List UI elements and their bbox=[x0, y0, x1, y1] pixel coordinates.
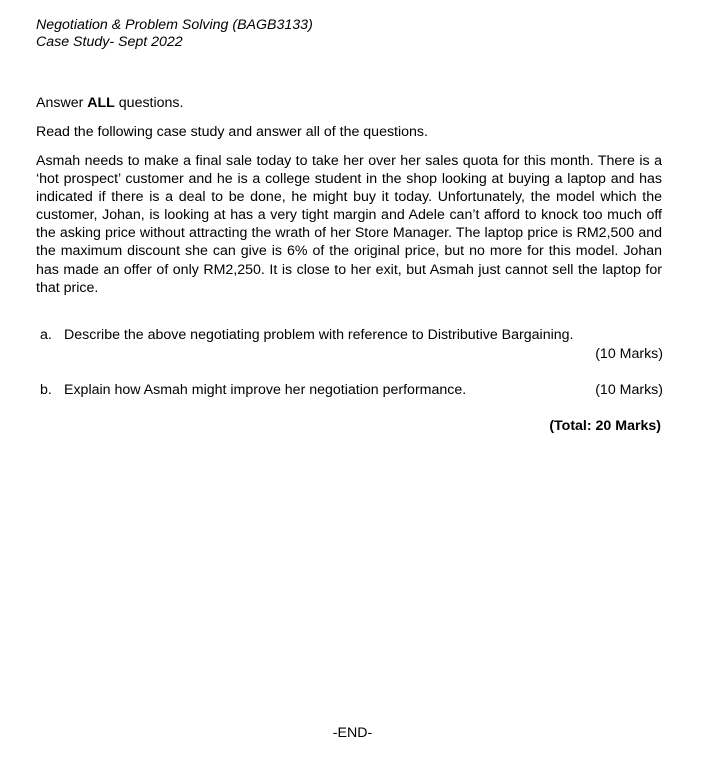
document-header bbox=[36, 17, 313, 51]
question-letter: b. bbox=[40, 382, 52, 398]
course-title: Negotiation & Problem Solving (BAGB3133) bbox=[36, 17, 313, 33]
question-marks: (10 Marks) bbox=[595, 382, 663, 398]
total-marks: (Total: 20 Marks) bbox=[549, 418, 661, 434]
question-text: Describe the above negotiating problem with reference to Distributive Bargaining. bbox=[64, 327, 574, 343]
case-study-paragraph: Asmah needs to make a final sale today to take her over her sales quota for this month. There is a ‘hot prospect’ customer and he is a college student in the shop looking at buying a laptop and has indicated if there is a deal to be done, he might buy it today. Unfortunately, the model which the customer, Johan, is looking at has a very tight margin and Adele can’t afford to knock too much off the asking price without attracting the wrath of her Store Manager. The laptop price is RM2,500 and the maximum discount she can give is 6% of the original price, but no more for this model. Johan has made an offer of only RM2,250. It is close to her exit, but Asmah just cannot sell the laptop for that price. bbox=[36, 153, 662, 296]
question-text: Explain how Asmah might improve her negotiation performance. bbox=[64, 382, 467, 398]
answer-suffix: questions. bbox=[114, 95, 184, 111]
question-marks: (10 Marks) bbox=[595, 346, 663, 362]
answer-instruction bbox=[36, 95, 183, 112]
answer-prefix: Answer bbox=[36, 95, 88, 111]
question-letter: a. bbox=[40, 327, 52, 343]
paper-title: Case Study- Sept 2022 bbox=[36, 34, 183, 50]
answer-emphasis: ALL bbox=[87, 95, 115, 111]
read-instruction: Read the following case study and answer all of the questions. bbox=[36, 124, 428, 140]
end-marker: -END- bbox=[332, 725, 373, 741]
